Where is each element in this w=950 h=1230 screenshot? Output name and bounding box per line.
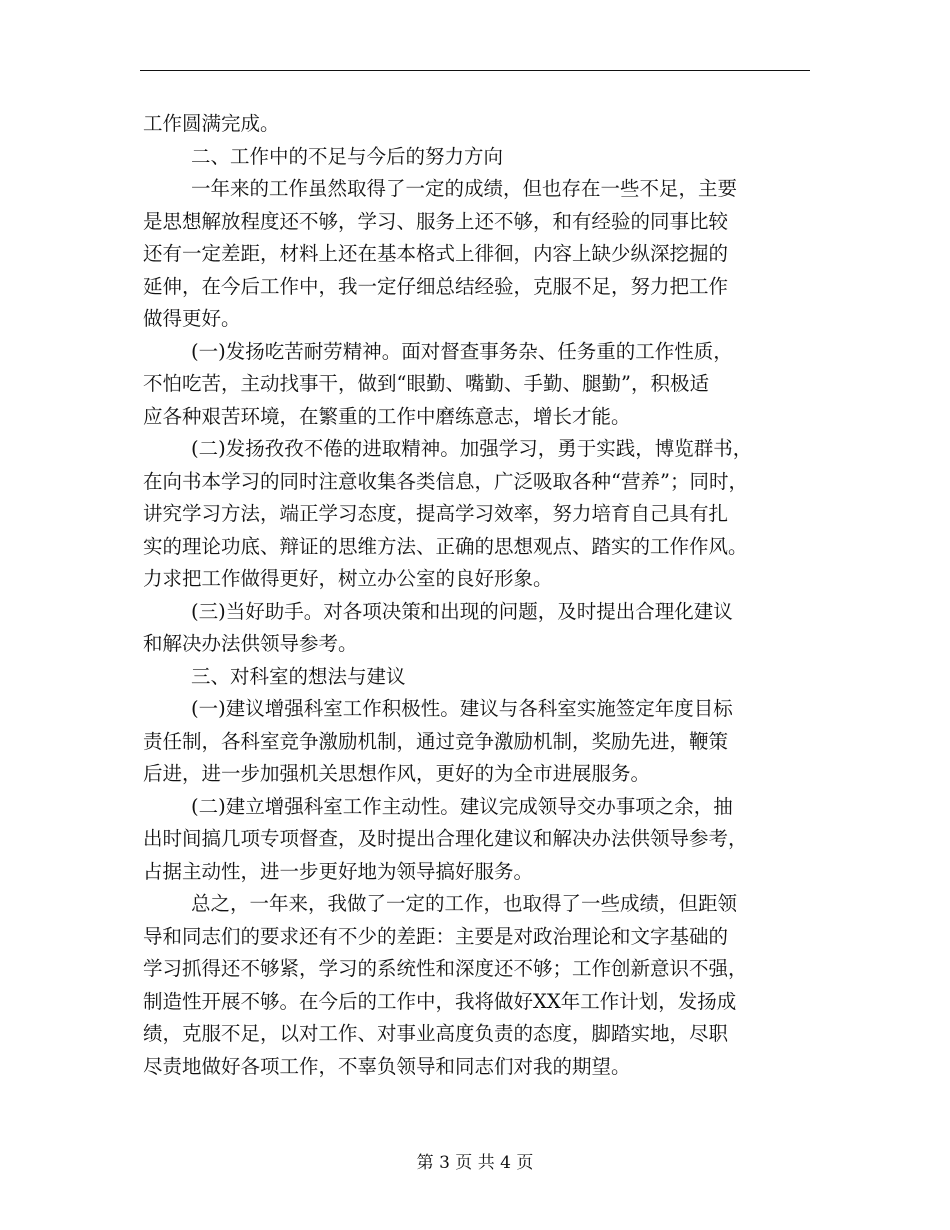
text-line: 还有一定差距，材料上还在基本格式上徘徊，内容上缺少纵深挖掘的 [143,242,729,265]
text-line: 责任制，各科室竞争激励机制，通过竞争激励机制，奖励先进，鞭策 [143,729,729,753]
text-line: 是思想解放程度还不够，学习、服务上还不够，和有经验的同事比较 [143,209,729,233]
text-line: 出时间搞几项专项督查，及时提出合理化建议和解决办法供领导参考， [143,827,748,850]
text-line: 尽责地做好各项工作，不辜负领导和同志们对我的期望。 [143,1054,631,1078]
text-line: 制造性开展不够。在今后的工作中，我将做好XX年工作计划，发扬成 [143,989,737,1013]
text-line: 二、工作中的不足与今后的努力方向 [191,144,504,168]
text-line: 实的理论功底、辩证的思维方法、正确的思想观点、踏实的工作作风。 [143,534,748,558]
text-line: 导和同志们的要求还有不少的差距：主要是对政治理论和文字基础的 [143,924,729,948]
text-line: 工作圆满完成。 [143,112,280,135]
text-line: 讲究学习方法，端正学习态度，提高学习效率，努力培育自己具有扎 [143,502,729,525]
header-rule [140,70,810,71]
text-line: 占据主动性，进一步更好地为领导搞好服务。 [143,859,534,883]
page-number: 第 3 页 共 4 页 [416,1153,534,1173]
text-line: 不怕吃苦，主动找事干，做到“眼勤、嘴勤、手勤、腿勤”，积极适 [143,372,709,395]
text-line: 绩，克服不足，以对工作、对事业高度负责的态度，脚踏实地，尽职 [143,1022,729,1045]
document-body [143,108,811,1083]
text-line: 总之，一年来，我做了一定的工作，也取得了一些成绩，但距领 [191,892,738,915]
text-line: 学习抓得还不够紧，学习的系统性和深度还不够；工作创新意识不强， [143,957,748,980]
text-line: 后进，进一步加强机关思想作风，更好的为全市进展服务。 [143,762,651,785]
text-line: 和解决办法供领导参考。 [143,632,358,655]
text-line: 延伸，在今后工作中，我一定仔细总结经验，克服不足，努力把工作 [143,274,729,298]
text-line: (一)建议增强科室工作积极性。建议与各科室实施签定年度目标 [191,697,733,720]
text-line: (二)建立增强科室工作主动性。建议完成领导交办事项之余，抽 [191,794,733,818]
text-line: 在向书本学习的同时注意收集各类信息，广泛吸取各种“营养”；同时， [143,469,748,493]
text-line: (二)发扬孜孜不倦的进取精神。加强学习，勇于实践，博览群书， [191,437,753,460]
text-line: 力求把工作做得更好，树立办公室的良好形象。 [143,567,553,590]
text-line: 三、对科室的想法与建议 [191,664,406,688]
text-line: (三)当好助手。对各项决策和出现的问题，及时提出合理化建议 [191,599,733,623]
text-line: 一年来的工作虽然取得了一定的成绩，但也存在一些不足，主要 [191,177,738,200]
text-line: (一)发扬吃苦耐劳精神。面对督查事务杂、任务重的工作性质， [191,339,733,363]
text-line: 做得更好。 [143,307,241,330]
text-line: 应各种艰苦环境，在繁重的工作中磨练意志，增长才能。 [143,404,631,428]
